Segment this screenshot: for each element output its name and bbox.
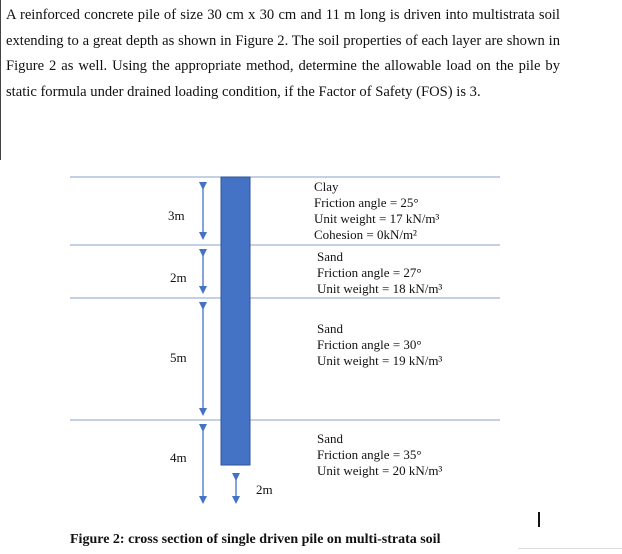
depth-label-5m: 5m: [170, 350, 187, 365]
depth-label-4m: 4m: [170, 450, 187, 465]
layer1-friction-angle: Friction angle = 25°: [314, 195, 419, 210]
bottom-edge: [518, 548, 622, 554]
layer1-soil-type: Clay: [314, 179, 339, 194]
problem-statement: A reinforced concrete pile of size 30 cm x 30 cm and 11 m long is driven into multistrata soil extending to a great depth as shown in Figure 2. The soil properties of each layer are shown in Figure 2 as well. Using the appropriate method, determine the allowable load on the pile by static formula under drained loading condition, if the Factor of Safety (FOS) is 3.: [6, 7, 560, 100]
layer1-cohesion: Cohesion = 0kN/m²: [314, 227, 417, 242]
layer4-soil-type: Sand: [317, 431, 343, 446]
figure-caption: Figure 2: cross section of single driven pile on multi-strata soil: [70, 532, 441, 547]
layer1-unit-weight: Unit weight = 17 kN/m³: [314, 211, 440, 226]
layer2-unit-weight: Unit weight = 18 kN/m³: [317, 281, 443, 296]
layer4-unit-weight: Unit weight = 20 kN/m³: [317, 463, 443, 478]
text-cursor: [538, 512, 540, 527]
pile: [221, 177, 250, 465]
layer3-soil-type: Sand: [317, 321, 343, 336]
depth-label-3m: 3m: [168, 208, 185, 223]
layer4-friction-angle: Friction angle = 35°: [317, 447, 422, 462]
layer2-soil-type: Sand: [317, 249, 343, 264]
layer3-unit-weight: Unit weight = 19 kN/m³: [317, 353, 443, 368]
layer3-friction-angle: Friction angle = 30°: [317, 337, 422, 352]
pile-tip-label: 2m: [256, 482, 273, 497]
depth-label-2m: 2m: [170, 270, 187, 285]
layer2-friction-angle: Friction angle = 27°: [317, 265, 422, 280]
